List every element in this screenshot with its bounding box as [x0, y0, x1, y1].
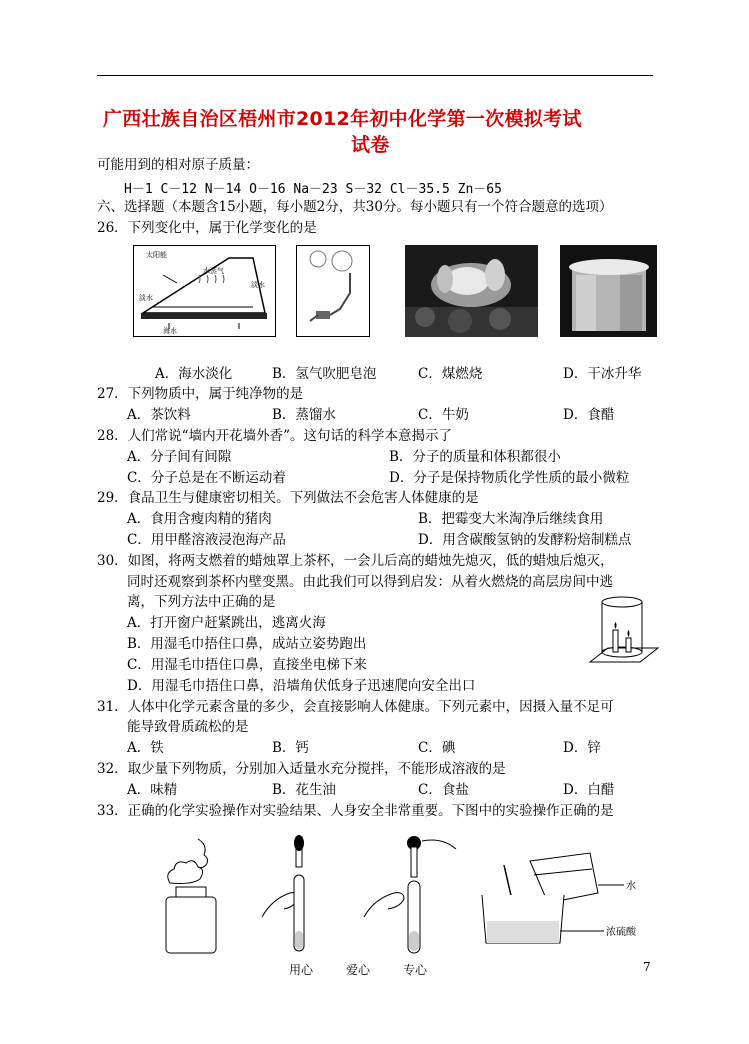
q30-option-c: C．用湿毛巾捂住口鼻，直接坐电梯下来 [127, 657, 367, 673]
q32-option-c: C．食盐 [418, 782, 469, 798]
footer-motto-3: 专心 [403, 963, 428, 977]
page-number: 7 [643, 960, 651, 974]
q27-option-a: A．茶饮料 [127, 407, 191, 423]
q31-option-a: A．铁 [127, 740, 164, 756]
q29-option-a: A．食用含瘦肉精的猪肉 [127, 511, 272, 527]
q32-option-b: B．花生油 [272, 782, 336, 798]
q26-option-b: B．氢气吹肥皂泡 [272, 366, 377, 382]
q26-figure-d-dry-ice [560, 245, 657, 337]
q29-option-d: D．用含碳酸氢钠的发酵粉焙制糕点 [418, 532, 632, 548]
q33-label-acid: 浓硫酸 [606, 927, 636, 938]
q27-option-c: C．牛奶 [418, 407, 469, 423]
q33-label-water: 水 [626, 881, 636, 892]
q26-label-sun: 太阳能 [146, 251, 167, 259]
page-title-line1: 广西壮族自治区梧州市2012年初中化学第一次模拟考试 [103, 108, 582, 130]
q31-option-d: D．锌 [563, 740, 601, 756]
q26-label-sea: 海水 [163, 327, 177, 335]
q27-stem: 27．下列物质中，属于纯净物的是 [97, 386, 304, 402]
atomic-mass-label: 可能用到的相对原子质量： [97, 157, 259, 173]
q30-stem-line1: 30．如图，将两支燃着的蜡烛罩上茶杯，一会儿后高的蜡烛先熄灭，低的蜡烛后熄灭， [97, 553, 614, 569]
q30-stem-line2: 同时还观察到茶杯内壁变黑。由此我们可以得到启发：从着火燃烧的高层房间中逃 [127, 574, 613, 590]
q33-stem: 33．正确的化学实验操作对实验结果、人身安全非常重要。下图中的实验操作正确的是 [97, 803, 614, 819]
q26-label-fresh-left: 淡水 [139, 294, 153, 302]
q26-figure-b-soap-bubble [296, 245, 370, 337]
atomic-mass-values: H－1 C－12 N－14 O－16 Na－23 S－32 Cl－35.5 Zn－65 [124, 182, 502, 197]
q26-option-a: A．海水淡化 [155, 366, 233, 382]
header-rule [97, 75, 653, 76]
footer-motto-1: 用心 [289, 963, 314, 977]
q26-label-fresh-right: 淡水 [251, 281, 265, 289]
q26-figure-c-coal-burning [405, 245, 538, 337]
q26-stem: 26．下列变化中，属于化学变化的是 [97, 220, 317, 236]
q32-stem: 32．取少量下列物质，分别加入适量水充分搅拌，不能形成溶液的是 [97, 761, 506, 777]
q26-figure-a-desalination [133, 245, 276, 337]
q31-stem-line1: 31．人体中化学元素含量的多少，会直接影响人体健康。下列元素中，因摄入量不足可 [97, 699, 614, 715]
section-heading: 六、选择题（本题含15小题，每小题2分，共30分。每小题只有一个符合题意的选项） [97, 199, 613, 215]
q28-option-b: B．分子的质量和体积都很小 [389, 449, 561, 465]
q28-option-a: A．分子间有间隙 [127, 449, 232, 465]
q29-option-b: B．把霉变大米淘净后继续食用 [418, 511, 604, 527]
q30-figure-candles-under-cup [588, 592, 660, 674]
q29-stem: 29．食品卫生与健康密切相关。下列做法不会危害人体健康的是 [97, 490, 479, 506]
q32-option-a: A．味精 [127, 782, 178, 798]
q33-figure-c-pipette [358, 835, 468, 955]
q32-option-d: D．白醋 [563, 782, 615, 798]
q26-option-d: D．干冰升华 [563, 366, 642, 382]
q30-option-a: A．打开窗户赶紧跳出，逃离火海 [127, 615, 326, 631]
q30-option-b: B．用湿毛巾捂住口鼻，成站立姿势跑出 [127, 636, 367, 652]
q28-option-c: C．分子总是在不断运动着 [127, 470, 286, 486]
q27-option-b: B．蒸馏水 [272, 407, 336, 423]
q28-stem: 28．人们常说“墙内开花墙外香”。这句话的科学本意揭示了 [97, 428, 452, 444]
q30-stem-line3: 离，下列方法中正确的是 [127, 594, 276, 610]
page-title-line2: 试卷 [351, 134, 390, 156]
q26-label-steam: 水蒸气 [203, 267, 224, 275]
q31-stem-line2: 能导致骨质疏松的是 [127, 719, 249, 735]
q26-option-c: C．煤燃烧 [418, 366, 483, 382]
q28-option-d: D．分子是保持物质化学性质的最小微粒 [389, 470, 630, 486]
q33-figure-d-dilution [474, 845, 654, 950]
q33-figure-b-dropping [258, 835, 338, 955]
q27-option-d: D．食醋 [563, 407, 615, 423]
q31-option-b: B．钙 [272, 740, 309, 756]
q30-option-d: D．用湿毛巾捂住口鼻，沿墙角伏低身子迅速爬向安全出口 [127, 678, 476, 694]
q33-figure-a-smelling [158, 835, 248, 955]
footer-motto-2: 爱心 [346, 963, 371, 977]
q29-option-c: C．用甲醛溶液浸泡海产品 [127, 532, 286, 548]
q31-option-c: C．碘 [418, 740, 456, 756]
